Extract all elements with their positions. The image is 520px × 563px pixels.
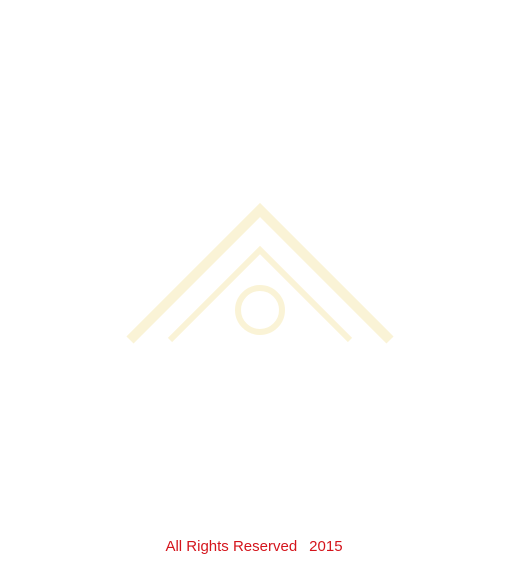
article-line (8, 69, 512, 90)
article-line (8, 111, 512, 132)
article-line (8, 195, 512, 216)
article-line (8, 405, 512, 426)
article-line (8, 384, 512, 405)
copyright-footer (0, 532, 520, 560)
article-line (8, 174, 512, 195)
article-line (8, 300, 512, 321)
article-body (8, 6, 512, 526)
article-line (8, 321, 512, 342)
article-line (8, 363, 512, 384)
article-line (8, 489, 512, 510)
article-line (8, 132, 512, 153)
article-line (8, 447, 512, 468)
article-line (8, 426, 512, 447)
article-line (8, 279, 512, 300)
all-rights-reserved: All Rights Reserved (165, 537, 298, 555)
article-line (8, 90, 512, 111)
article-line (8, 237, 512, 258)
article-line (8, 510, 512, 531)
article-line (8, 27, 512, 48)
article-line (8, 342, 512, 363)
article-line (8, 216, 512, 237)
article-line (8, 48, 512, 69)
article-line (8, 258, 512, 279)
article-line (8, 6, 512, 27)
article-line (8, 153, 512, 174)
copyright-year: 2015 (309, 537, 343, 555)
article-line (8, 468, 512, 489)
